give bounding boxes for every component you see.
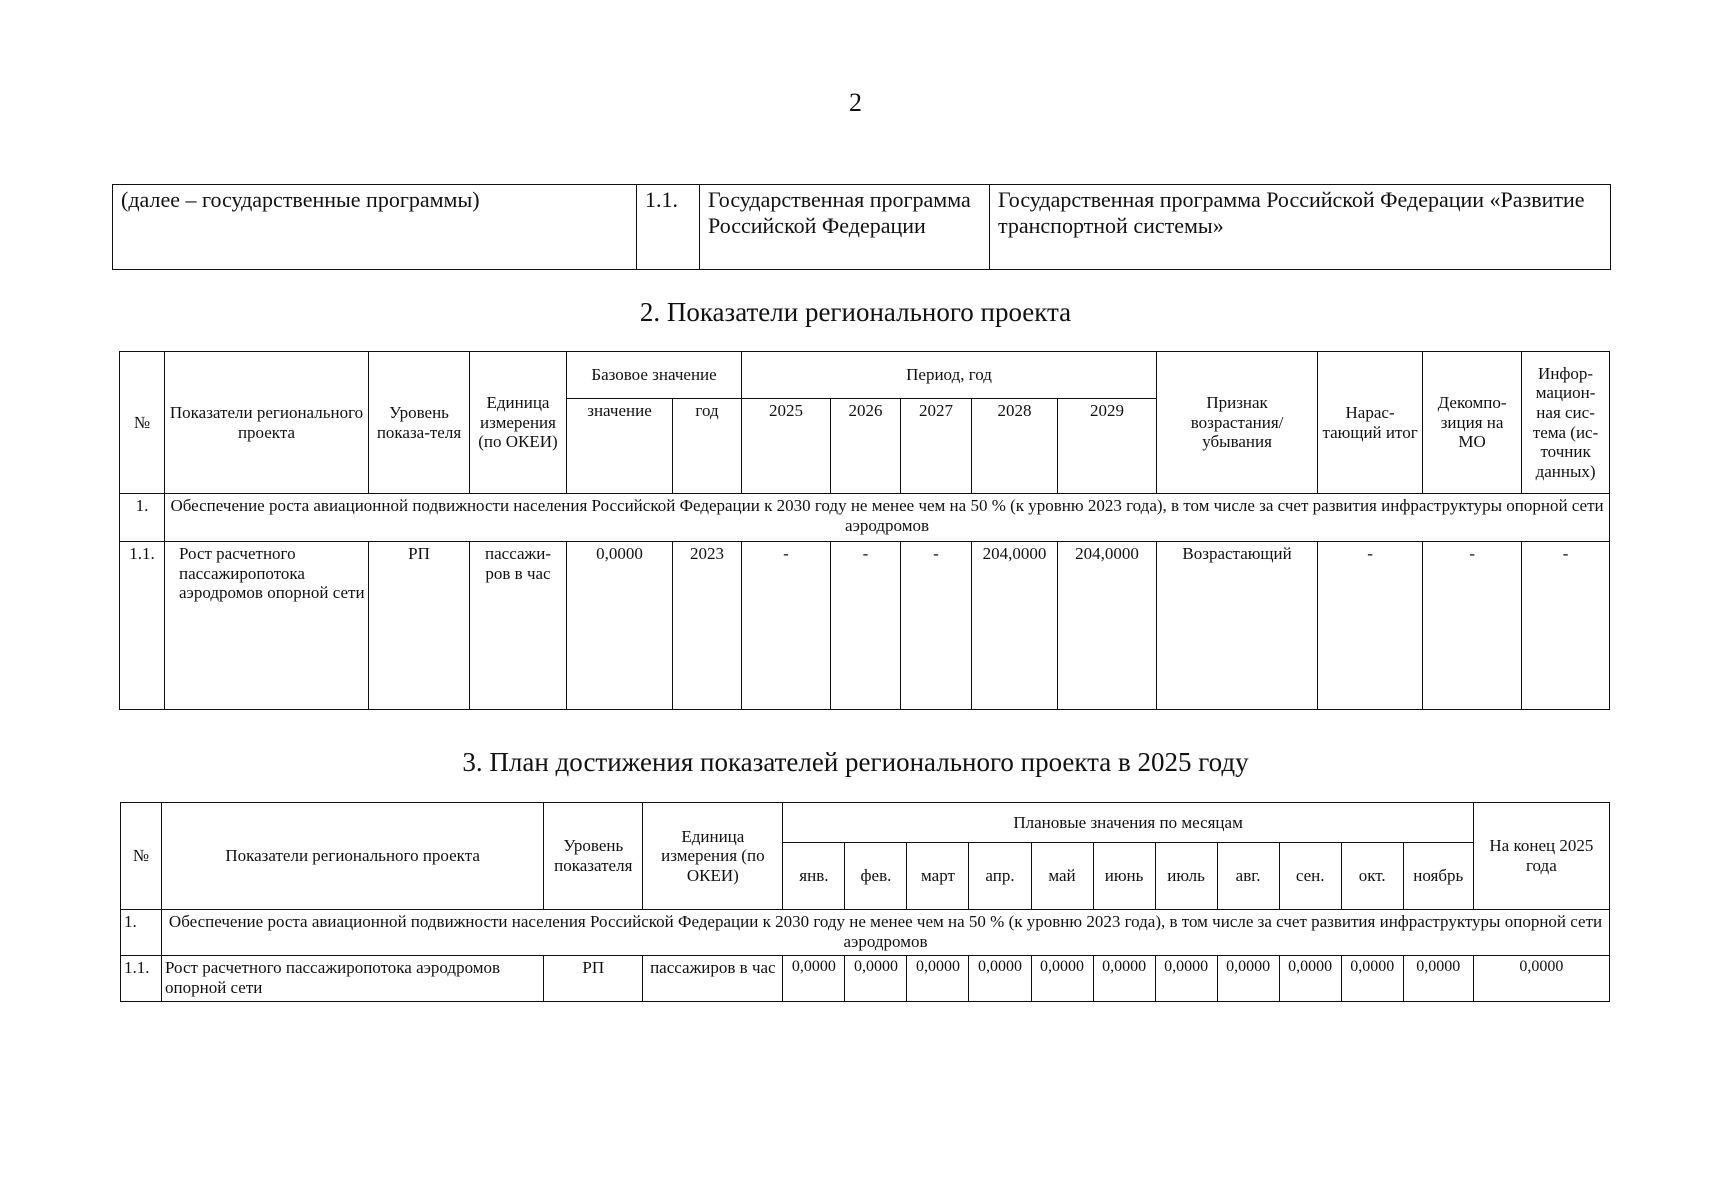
- row-value-2028: 204,0000: [972, 542, 1058, 710]
- header-base-year: год: [673, 399, 742, 494]
- plan-row-level: РП: [544, 956, 643, 1002]
- plan-group-num: 1.: [121, 910, 162, 956]
- header-row: [121, 803, 1610, 843]
- plan-group-text: Обеспечение роста авиационной подвижности населения Российской Федерации к 2030 году не менее чем на 50 % (к уровню 2023 года), в том числе за счет развития инфраструктуры опорной сети аэродромов: [162, 910, 1610, 956]
- plan-row-month-mar: 0,0000: [907, 956, 969, 1002]
- header-year-2025: 2025: [742, 399, 831, 494]
- plan-row-month-feb: 0,0000: [845, 956, 907, 1002]
- header-sign: Признак возрастания/ убывания: [1157, 352, 1318, 494]
- plan-row-month-aug: 0,0000: [1217, 956, 1279, 1002]
- plan-header-month-sep: сен.: [1279, 843, 1341, 910]
- header-period: Период, год: [742, 352, 1157, 399]
- row-info-system: -: [1522, 542, 1610, 710]
- plan-header-monthly: Плановые значения по месяцам: [783, 803, 1473, 843]
- header-year-2026: 2026: [831, 399, 901, 494]
- row-decomposition: -: [1423, 542, 1522, 710]
- plan-row-month-oct: 0,0000: [1341, 956, 1403, 1002]
- plan-row-indicator: Рост расчетного пассажиропотока аэродромов опорной сети: [162, 956, 544, 1002]
- programs-label-cell: (далее – государственные программы): [113, 185, 637, 270]
- plan-header-month-may: май: [1031, 843, 1093, 910]
- row-unit: пассажи-ров в час: [470, 542, 567, 710]
- row-value-2026: -: [831, 542, 901, 710]
- plan-header-month-apr: апр.: [969, 843, 1031, 910]
- row-num: 1.1.: [120, 542, 165, 710]
- row-base-value: 0,0000: [567, 542, 673, 710]
- plan-header-level: Уровень показателя: [544, 803, 643, 910]
- group-row: [120, 494, 1610, 542]
- plan-header-month-jun: июнь: [1093, 843, 1155, 910]
- plan-row-month-jan: 0,0000: [783, 956, 845, 1002]
- plan-header-month-feb: фев.: [845, 843, 907, 910]
- table-row: [120, 542, 1610, 710]
- header-row: [120, 352, 1610, 399]
- plan-table: [120, 802, 1610, 1002]
- header-year-2029: 2029: [1058, 399, 1157, 494]
- programs-name-cell: Государственная программа Российской Федерации «Развитие транспортной системы»: [990, 185, 1611, 270]
- plan-row-month-may: 0,0000: [1031, 956, 1093, 1002]
- row-sign: Возрастающий: [1157, 542, 1318, 710]
- plan-header-month-nov: ноябрь: [1403, 843, 1473, 910]
- group-text: Обеспечение роста авиационной подвижности населения Российской Федерации к 2030 году не менее чем на 50 % (к уровню 2023 года), в том числе за счет развития инфраструктуры опорной сети аэродромов: [165, 494, 1610, 542]
- header-unit: Единица измерения (по ОКЕИ): [470, 352, 567, 494]
- table-row: [113, 185, 1611, 270]
- header-year-2028: 2028: [972, 399, 1058, 494]
- header-num: №: [120, 352, 165, 494]
- plan-header-month-aug: авг.: [1217, 843, 1279, 910]
- plan-row-unit: пассажиров в час: [643, 956, 783, 1002]
- plan-header-month-jul: июль: [1155, 843, 1217, 910]
- header-decomposition: Декомпо-зиция на МО: [1423, 352, 1522, 494]
- plan-row-month-sep: 0,0000: [1279, 956, 1341, 1002]
- plan-row-month-jul: 0,0000: [1155, 956, 1217, 1002]
- programs-table: [112, 184, 1611, 270]
- table-row: [121, 956, 1610, 1002]
- plan-header-month-jan: янв.: [783, 843, 845, 910]
- plan-header-year-end: На конец 2025 года: [1473, 803, 1609, 910]
- row-level: РП: [369, 542, 470, 710]
- indicators-table: [119, 351, 1610, 710]
- header-info-system: Инфор-мацион-ная сис-тема (ис-точник данных): [1522, 352, 1610, 494]
- plan-row-month-apr: 0,0000: [969, 956, 1031, 1002]
- programs-number-cell: 1.1.: [637, 185, 700, 270]
- plan-header-month-oct: окт.: [1341, 843, 1403, 910]
- row-indicator: Рост расчетного пассажиропотока аэродромов опорной сети: [165, 542, 369, 710]
- programs-type-cell: Государственная программа Российской Федерации: [700, 185, 990, 270]
- header-base-value: значение: [567, 399, 673, 494]
- group-num: 1.: [120, 494, 165, 542]
- plan-row-year-end: 0,0000: [1473, 956, 1609, 1002]
- header-year-2027: 2027: [901, 399, 972, 494]
- plan-row-month-nov: 0,0000: [1403, 956, 1473, 1002]
- row-value-2029: 204,0000: [1058, 542, 1157, 710]
- group-row: [121, 910, 1610, 956]
- section2-title: 2. Показатели регионального проекта: [639, 297, 1072, 327]
- plan-header-month-mar: март: [907, 843, 969, 910]
- page-number: 2: [849, 88, 862, 117]
- header-level: Уровень показа-теля: [369, 352, 470, 494]
- plan-header-unit: Единица измерения (по ОКЕИ): [643, 803, 783, 910]
- plan-row-month-jun: 0,0000: [1093, 956, 1155, 1002]
- plan-header-indicators: Показатели регионального проекта: [162, 803, 544, 910]
- plan-header-num: №: [121, 803, 162, 910]
- row-cumulative: -: [1318, 542, 1423, 710]
- header-cumulative: Нарас-тающий итог: [1318, 352, 1423, 494]
- row-value-2025: -: [742, 542, 831, 710]
- section3-title: 3. План достижения показателей регионального проекта в 2025 году: [462, 747, 1249, 777]
- row-value-2027: -: [901, 542, 972, 710]
- plan-row-num: 1.1.: [121, 956, 162, 1002]
- header-base: Базовое значение: [567, 352, 742, 399]
- row-base-year: 2023: [673, 542, 742, 710]
- header-indicators: Показатели регионального проекта: [165, 352, 369, 494]
